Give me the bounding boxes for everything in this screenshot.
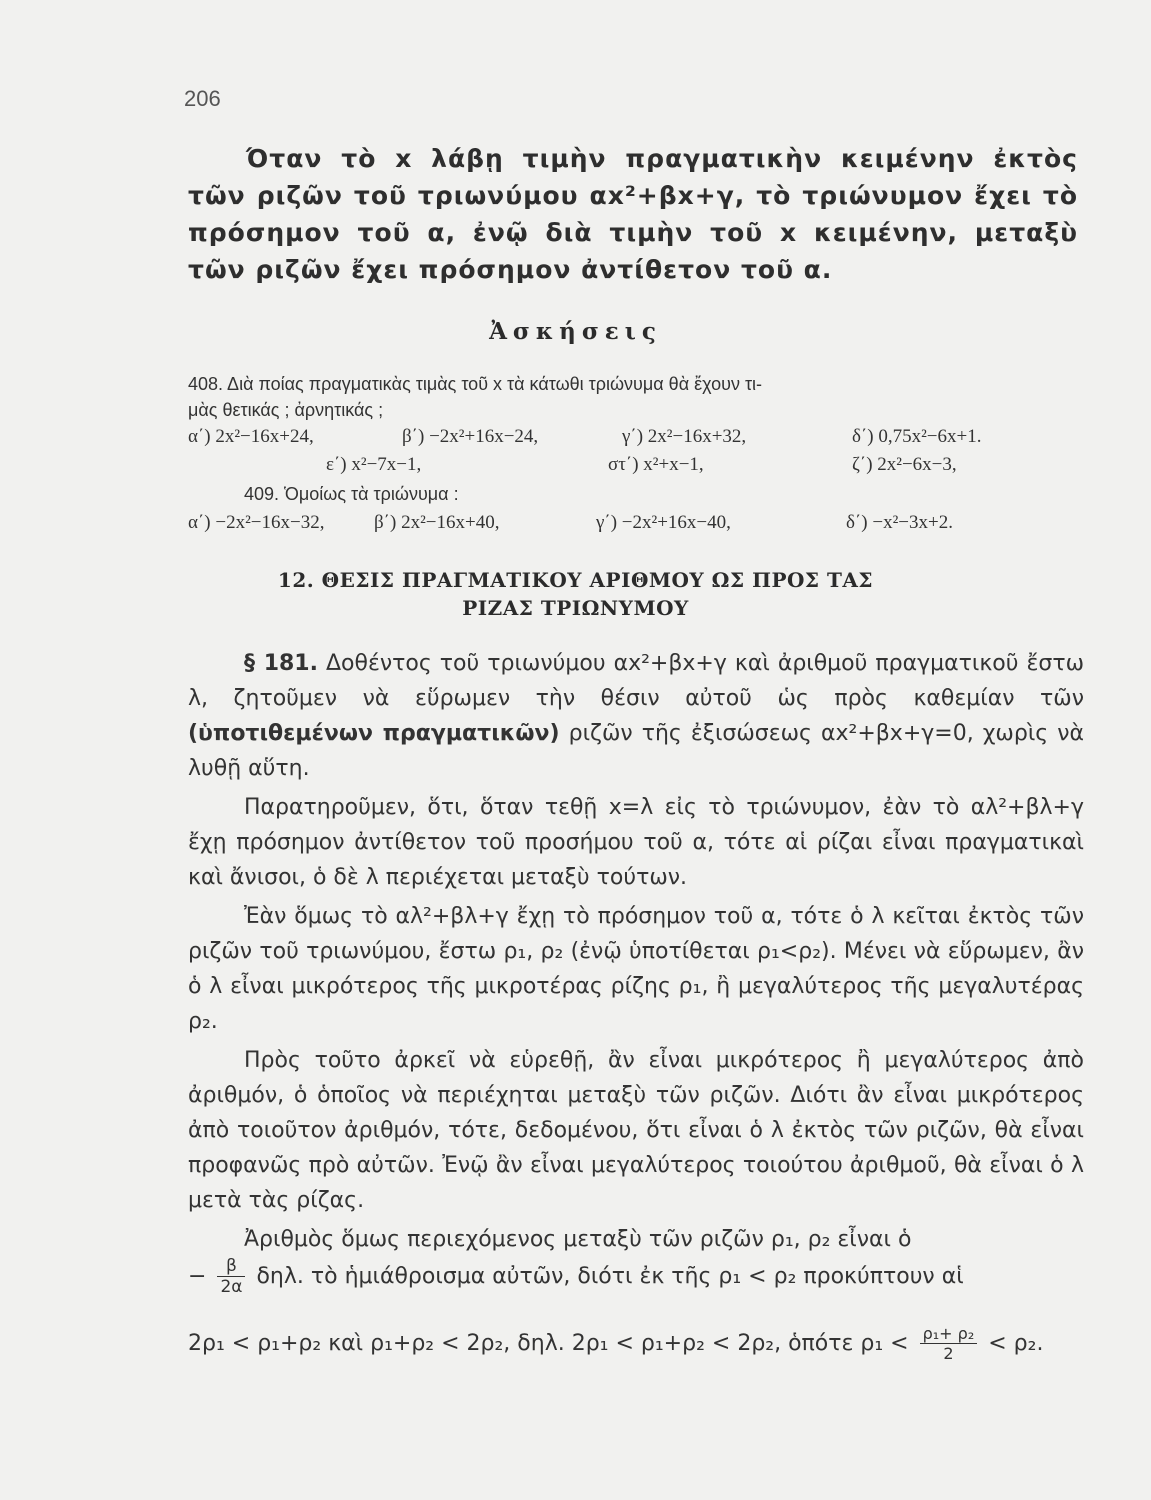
paragraph-2: Παρατηροῦμεν, ὅτι, ὅταν τεθῇ x=λ εἰς τὸ τριώνυμον, ἐὰν τὸ αλ²+βλ+γ ἔχῃ πρόσημον ἀντίθετον τοῦ προσήμου τοῦ α, τότε αἱ ρίζαι εἶναι πραγματικαὶ καὶ ἄνισοι, ὁ δὲ λ περιέχεται μεταξὺ τούτων. xyxy=(188,795,1084,890)
exercise-409-line1: 409. Ὁμοίως τὰ τριώνυμα : xyxy=(244,484,459,504)
paragraph-3: Ἐὰν ὅμως τὸ αλ²+βλ+γ ἔχῃ τὸ πρόσημον τοῦ α, τότε ὁ λ κεῖται ἐκτὸς τῶν ριζῶν τοῦ τριωνύμου, ἔστω ρ₁, ρ₂ (ἐνῷ ὑποτίθεται ρ₁<ρ₂). Μένει νὰ εὕρωμεν, ἂν ὁ λ εἶναι μικρότερος τῆς μικροτέρας ρίζης ρ₁, ἢ μεγαλύτερος τῆς μεγαλυτέρας ρ₂. xyxy=(188,904,1084,1034)
fraction-mean xyxy=(920,1324,978,1363)
fraction-beta-over-2alpha xyxy=(217,1256,245,1297)
paragraph-181-text-b: ριζῶν τῆς ἐξισώσεως αx²+βx+γ=0, χωρὶς νὰ λυθῇ αὕτη. xyxy=(188,721,1084,781)
fraction-line xyxy=(188,1256,964,1297)
fraction-numerator: β xyxy=(217,1256,245,1277)
main-text xyxy=(188,646,1084,1261)
section-title-line2: ΡΙΖΑΣ ΤΡΙΩΝΥΜΟΥ xyxy=(462,596,689,620)
paragraph-181 xyxy=(188,646,1084,786)
exercise-408-item-b: β΄) −2x²+16x−24, xyxy=(402,426,539,447)
page-number: 206 xyxy=(184,86,221,111)
mean-numerator: ρ₁+ ρ₂ xyxy=(920,1324,978,1344)
last-line-end: < ρ₂. xyxy=(988,1331,1044,1356)
last-line-text: 2ρ₁ < ρ₁+ρ₂ καὶ ρ₁+ρ₂ < 2ρ₂, δηλ. 2ρ₁ < ρ₁+ρ₂ < 2ρ₂, ὁπότε ρ₁ < xyxy=(188,1331,909,1356)
exercise-408-item-e: ε΄) x²−7x−1, xyxy=(326,454,422,475)
paragraph-label: § 181. xyxy=(244,651,318,676)
paragraph-181-bold: (ὑποτιθεμένων πραγματικῶν) xyxy=(188,721,560,746)
exercise-409-item-a: α΄) −2x²−16x−32, xyxy=(188,512,325,533)
exercise-408-item-d: δ΄) 0,75x²−6x+1. xyxy=(852,426,982,447)
paragraph-5: Ἀριθμὸς ὅμως περιεχόμενος μεταξὺ τῶν ριζῶν ρ₁, ρ₂ εἶναι ὁ xyxy=(244,1227,912,1252)
mean-denominator: 2 xyxy=(943,1344,954,1363)
exercises-heading: Ἀσκήσεις xyxy=(489,318,662,345)
exercise-408-item-c: γ΄) 2x²−16x+32, xyxy=(622,426,747,447)
exercise-408-item-a: α΄) 2x²−16x+24, xyxy=(188,426,314,447)
exercise-408-item-f: στ΄) x²+x−1, xyxy=(608,454,704,475)
exercise-408-item-g: ζ΄) 2x²−6x−3, xyxy=(852,454,957,475)
paragraph-181-text-a: Δοθέντος τοῦ τριωνύμου αx²+βx+γ καὶ ἀριθμοῦ πραγματικοῦ ἔστω λ, ζητοῦμεν νὰ εὕρωμεν τὴν θέσιν αὐτοῦ ὡς πρὸς καθεμίαν τῶν xyxy=(188,651,1084,711)
fraction-denominator: 2α xyxy=(220,1277,243,1297)
theorem-statement xyxy=(188,140,1078,288)
fraction-line-text: δηλ. τὸ ἡμιάθροισμα αὐτῶν, διότι ἐκ τῆς ρ₁ < ρ₂ προκύπτουν αἱ xyxy=(256,1264,964,1289)
exercise-408-line2: μὰς θετικάς ; ἀρνητικάς ; xyxy=(188,400,384,420)
last-line xyxy=(188,1324,1043,1363)
section-title-line1: 12. ΘΕΣΙΣ ΠΡΑΓΜΑΤΙΚΟΥ ΑΡΙΘΜΟΥ ΩΣ ΠΡΟΣ ΤΑΣ xyxy=(277,568,874,592)
minus-sign: − xyxy=(188,1264,207,1289)
theorem-text: Όταν τὸ x λάβῃ τιμὴν πραγματικὴν κειμένην ἐκτὸς τῶν ριζῶν τοῦ τριωνύμου αx²+βx+γ, τὸ τριώνυμον ἔχει τὸ πρόσημον τοῦ α, ἐνῷ διὰ τιμὴν τοῦ x κειμένην, μεταξὺ τῶν ριζῶν ἔχει πρόσημον ἀντίθετον τοῦ α. xyxy=(188,144,1078,284)
exercise-408-line1: 408. Διὰ ποίας πραγματικὰς τιμὰς τοῦ x τὰ κάτωθι τριώνυμα θὰ ἔχουν τι- xyxy=(188,374,763,394)
paragraph-4: Πρὸς τοῦτο ἀρκεῖ νὰ εὑρεθῇ, ἂν εἶναι μικρότερος ἢ μεγαλύτερος ἀπὸ ἀριθμόν, ὁ ὁποῖος νὰ περιέχηται μεταξὺ τῶν ριζῶν. Διότι ἂν εἶναι μικρότερος ἀπὸ τοιοῦτον ἀριθμόν, τότε, δεδομένου, ὅτι εἶναι ὁ λ ἐκτὸς τῶν ριζῶν, θὰ εἶναι προφανῶς πρὸ αὐτῶν. Ἐνῷ ἂν εἶναι μεγαλύτερος τοιούτου ἀριθμοῦ, θὰ εἶναι ὁ λ μετὰ τὰς ρίζας. xyxy=(188,1048,1084,1213)
exercise-409-item-b: β΄) 2x²−16x+40, xyxy=(374,512,500,533)
exercise-409-item-c: γ΄) −2x²+16x−40, xyxy=(596,512,731,533)
exercise-409-item-d: δ΄) −x²−3x+2. xyxy=(846,512,953,533)
